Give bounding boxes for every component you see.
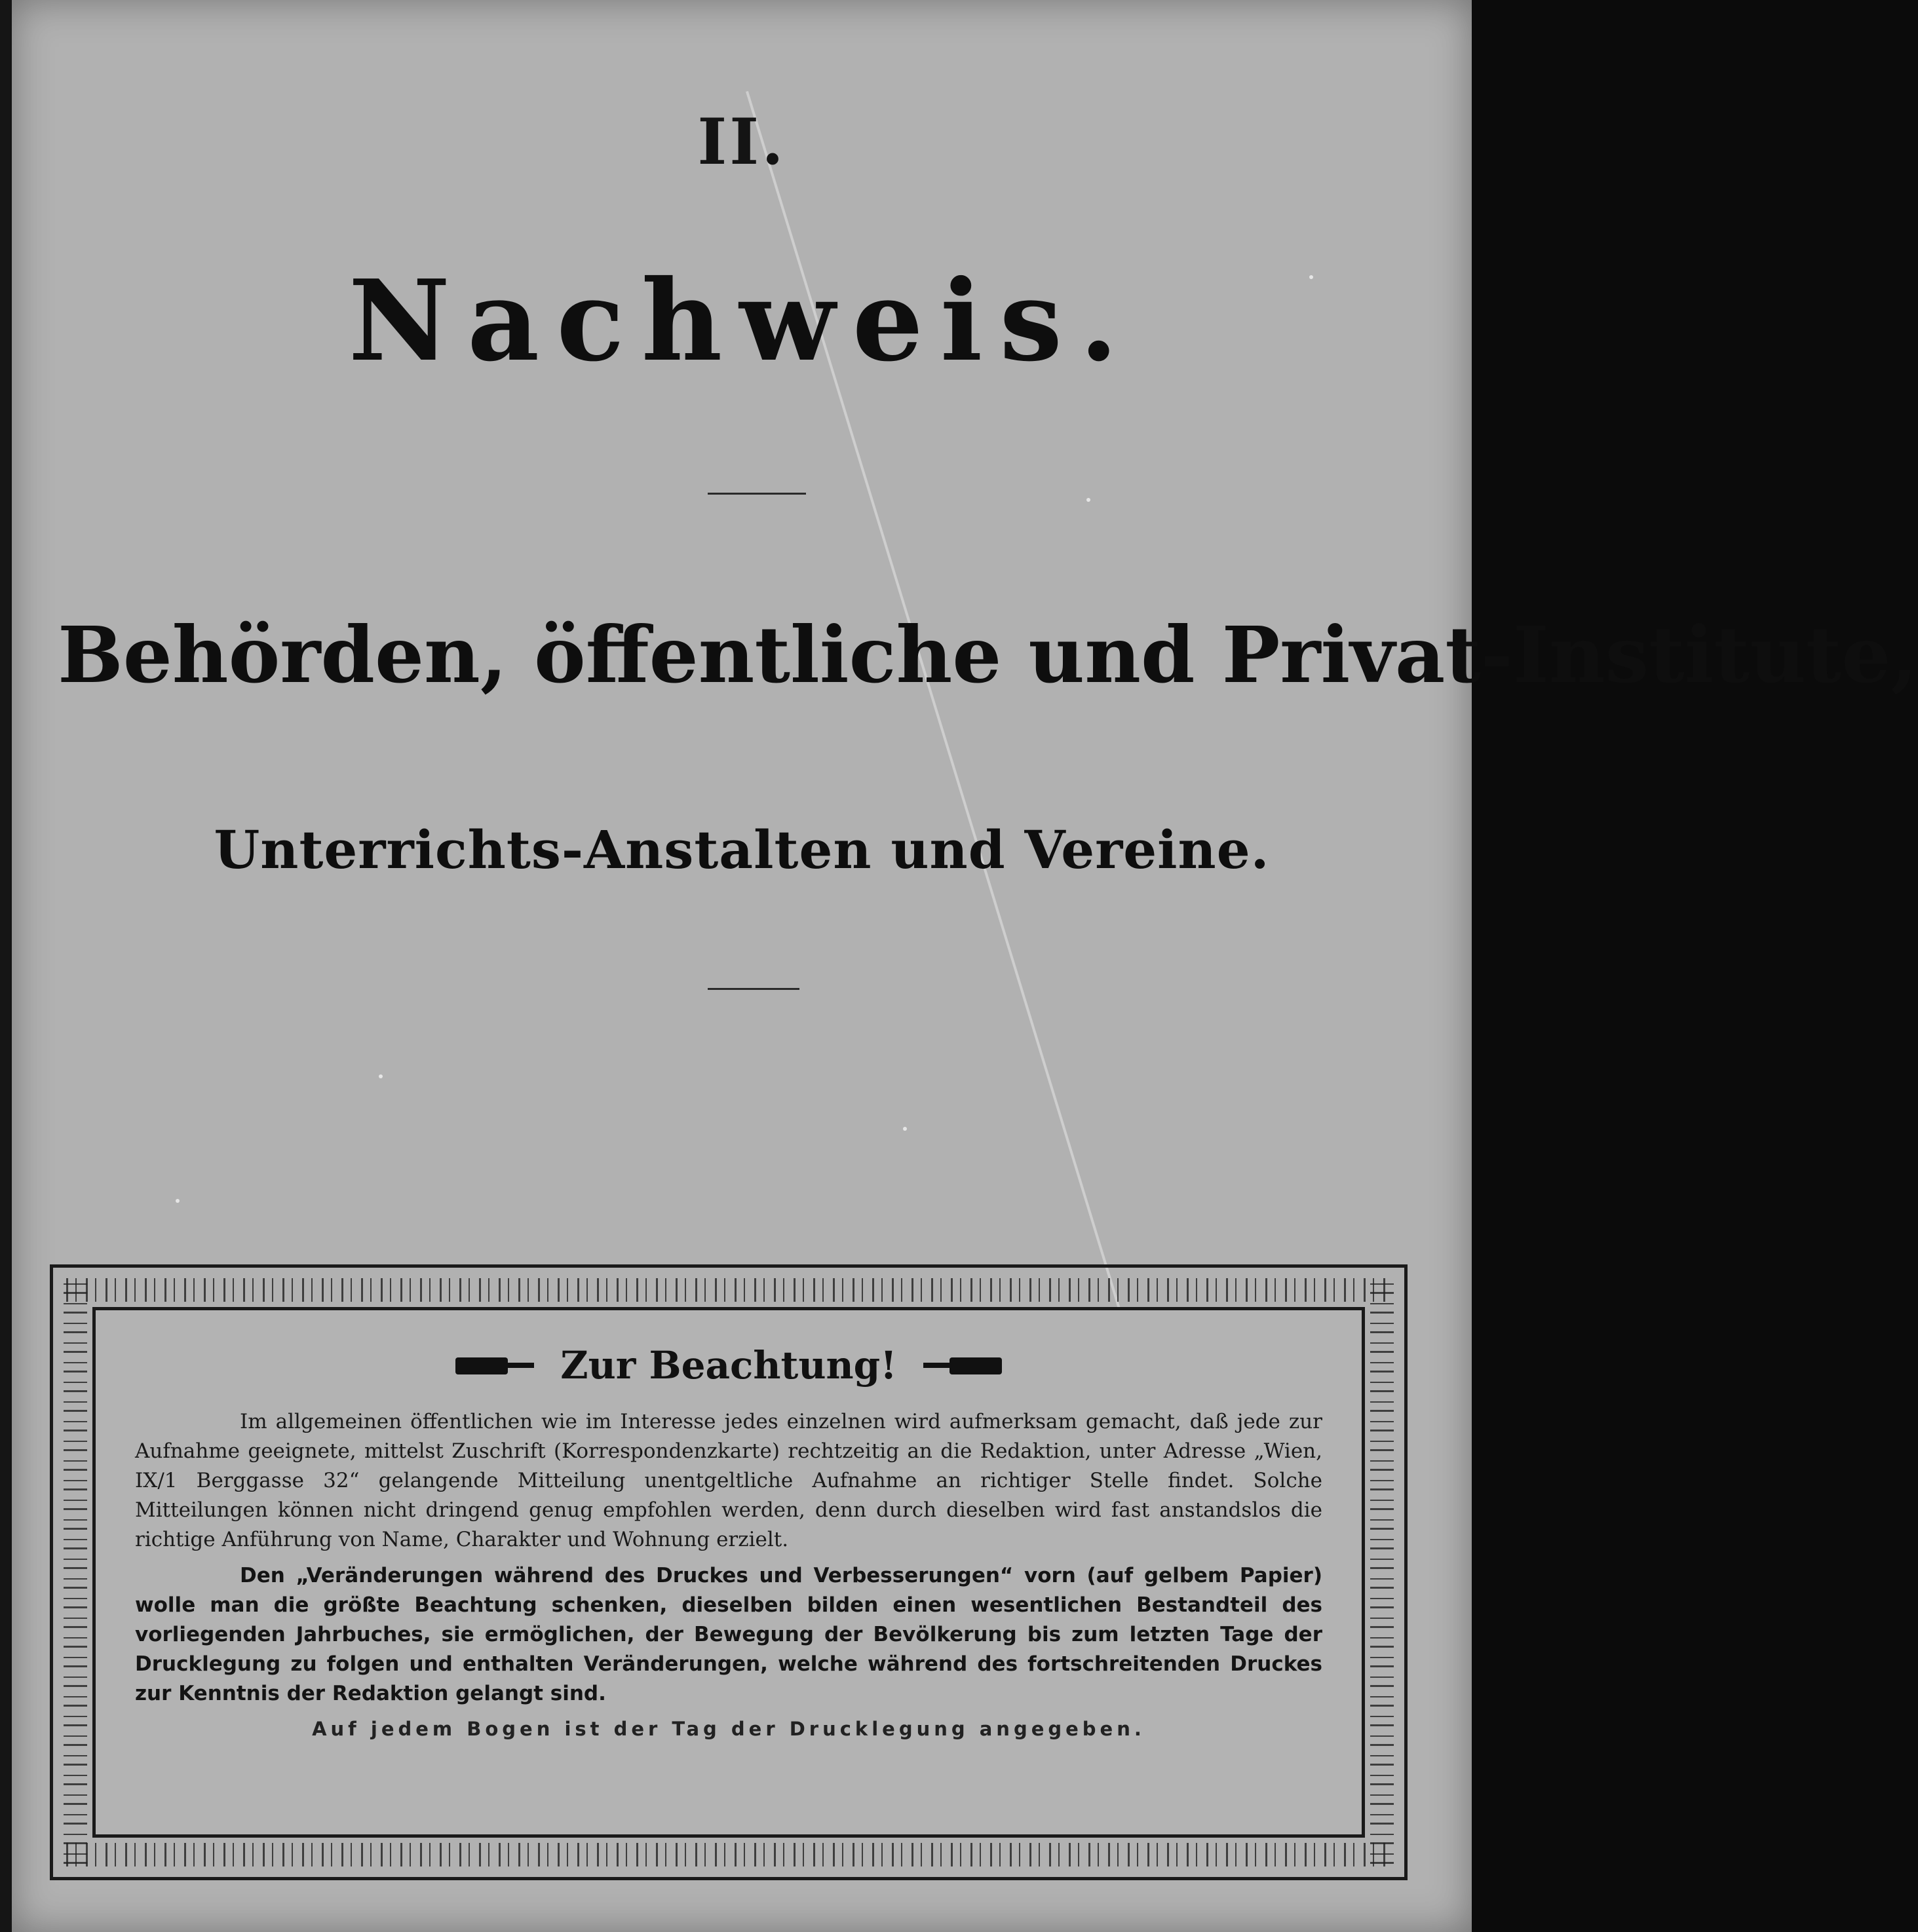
- document-page: [12, 0, 1918, 1932]
- ornament-border-left: [64, 1281, 87, 1864]
- notice-footer: Auf jedem Bogen ist der Tag der Drucklegung angegeben.: [312, 1718, 1145, 1740]
- ornament-border-right: [1370, 1281, 1394, 1864]
- pointing-hand-right-icon: [455, 1352, 534, 1378]
- scan-left-edge: [0, 0, 12, 1932]
- dust-speck: [1086, 498, 1090, 502]
- notice-paragraph: Den „Veränderungen während des Druckes und Verbesserungen“ vorn (auf gelbem Papier) wolle man die größte Beachtung schenken, dieselben bilden einen wesentlichen Bestandteil des vorliegenden Jahrbuches, sie ermöglichen, der Bewegung der Bevölkerung bis zum letzten Tage der Drucklegung zu folgen und enthalten Veränderungen, welche während des fortschreitenden Druckes zur Kenntnis der Redaktion gelangt sind.: [135, 1564, 1322, 1705]
- ornament-border-bottom: [66, 1843, 1391, 1866]
- notice-paragraph: Im allgemeinen öffentlichen wie im Interesse jedes einzelnen wird aufmerksam gemacht, daß jede zur Aufnahme geeignete, mittelst Zuschrift (Korrespondenzkarte) rechtzeitig an die Redaktion, unter Adresse „Wien, IX/1 Berggasse 32“ gelangende Mitteilung unentgeltliche Aufnahme an richtiger Stelle findet. Solche Mitteilungen können nicht dringend genug empfohlen werden, denn durch dieselben wird fast anstandslos die richtige Anführung von Name, Charakter und Wohnung erzielt.: [135, 1410, 1322, 1551]
- dust-speck: [1309, 275, 1313, 279]
- page-title: Nachweis.: [348, 256, 1136, 387]
- dust-speck: [903, 1127, 907, 1131]
- notice-content: [92, 1307, 1365, 1838]
- notice-heading: Zur Beachtung!: [560, 1343, 897, 1388]
- subtitle-institutions: Behörden, öffentliche und Privat-Institute,: [58, 609, 1918, 700]
- dust-speck: [176, 1199, 180, 1203]
- notice-box: [50, 1264, 1408, 1880]
- divider-rule: [708, 493, 806, 495]
- subtitle-schools-associations: Unterrichts-Anstalten und Vereine.: [214, 819, 1270, 881]
- pointing-hand-left-icon: [923, 1352, 1002, 1378]
- ornament-border-top: [66, 1278, 1391, 1302]
- divider-rule: [708, 988, 799, 990]
- notice-heading-row: [135, 1343, 1322, 1388]
- section-number: II.: [697, 105, 786, 179]
- dust-speck: [379, 1074, 383, 1078]
